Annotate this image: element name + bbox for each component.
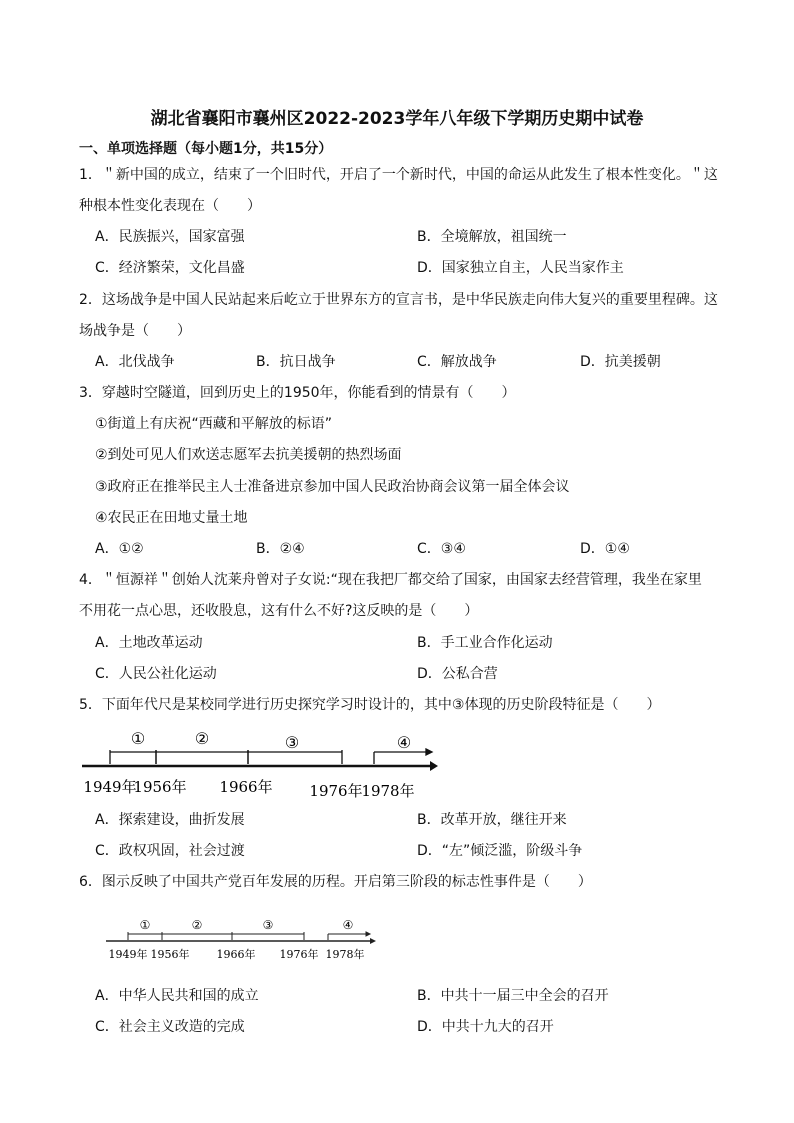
timeline-stage-label: ③ xyxy=(284,733,300,752)
q5-stem: 5．下面年代尺是某校同学进行历史探究学习时设计的，其中③体现的历史阶段特征是（ ） xyxy=(79,697,661,713)
timeline-year-label: 1978年 xyxy=(325,948,365,961)
q5-timeline-figure xyxy=(80,726,440,808)
q1-option-a: A．民族振兴，国家富强 xyxy=(95,229,245,245)
timeline-stage-label: ② xyxy=(194,729,210,748)
q2-stem-line2: 场战争是（ ） xyxy=(79,323,191,339)
q3-stem: 3．穿越时空隧道，回到历史上的1950年，你能看到的情景有（ ） xyxy=(79,385,516,401)
q4-option-a: A．土地改革运动 xyxy=(95,635,203,651)
q5-option-a: A．探索建设，曲折发展 xyxy=(95,812,245,828)
timeline-stage-label: ① xyxy=(130,729,146,748)
timeline-year-label: 1976年 xyxy=(309,782,363,800)
q3-option-c: C．③④ xyxy=(417,541,466,557)
q5-timeline-svg xyxy=(80,726,440,804)
q6-stem: 6．图示反映了中国共产党百年发展的历程。开启第三阶段的标志性事件是（ ） xyxy=(79,874,592,890)
q3-statement-2: ②到处可见人们欢送志愿军去抗美援朝的热烈场面 xyxy=(95,447,402,463)
timeline-year-label: 1966年 xyxy=(219,778,273,796)
timeline-arrowhead xyxy=(430,761,438,771)
exam-title: 湖北省襄阳市襄州区2022-2023学年八年级下学期历史期中试卷 xyxy=(150,109,644,129)
q1-option-d: D．国家独立自主，人民当家作主 xyxy=(417,260,624,276)
timeline-arrowhead xyxy=(370,938,376,944)
timeline-year-label: 1966年 xyxy=(216,948,256,961)
timeline-stage-label: ④ xyxy=(396,733,412,752)
q5-option-c: C．政权巩固，社会过渡 xyxy=(95,843,245,859)
q1-option-b: B．全境解放，祖国统一 xyxy=(417,229,567,245)
q1-stem-line1: 1．＂新中国的成立，结束了一个旧时代，开启了一个新时代，中国的命运从此发生了根本性变化。＂这 xyxy=(79,167,718,183)
q4-stem-line2: 不用花一点心思，还收股息，这有什么不好?这反映的是（ ） xyxy=(79,603,479,619)
q6-option-d: D．中共十九大的召开 xyxy=(417,1019,554,1035)
q4-stem-line1: 4．＂恒源祥＂创始人沈莱舟曾对子女说:“现在我把厂都交给了国家，由国家去经营管理，我坐在家里 xyxy=(79,572,702,588)
q3-option-b: B．②④ xyxy=(256,541,305,557)
timeline-year-label: 1976年 xyxy=(279,948,319,961)
q4-option-b: B．手工业合作化运动 xyxy=(417,635,553,651)
q5-option-b: B．改革开放，继往开来 xyxy=(417,812,567,828)
q5-option-d: D．“左”倾泛滥，阶级斗争 xyxy=(417,843,583,859)
q4-option-c: C．人民公社化运动 xyxy=(95,666,217,682)
q2-option-d: D．抗美援朝 xyxy=(580,354,661,370)
timeline-year-label: 1949年 xyxy=(108,948,148,961)
timeline-year-label: 1956年 xyxy=(150,948,190,961)
q3-statement-1: ①街道上有庆祝“西藏和平解放的标语” xyxy=(95,416,333,432)
q6-option-b: B．中共十一届三中全会的召开 xyxy=(417,988,609,1004)
q6-timeline-figure xyxy=(104,912,379,972)
timeline-stage-label: ① xyxy=(139,918,151,932)
timeline-stage-label: ③ xyxy=(262,918,274,932)
q2-option-a: A．北伐战争 xyxy=(95,354,175,370)
q6-option-c: C．社会主义改造的完成 xyxy=(95,1019,245,1035)
timeline-stage-label: ② xyxy=(191,918,203,932)
timeline-year-label: 1949年 xyxy=(83,778,137,796)
q3-statement-4: ④农民正在田地丈量土地 xyxy=(95,510,248,526)
q2-option-b: B．抗日战争 xyxy=(256,354,336,370)
q2-stem-line1: 2．这场战争是中国人民站起来后屹立于世界东方的宣言书，是中华民族走向伟大复兴的重要里程碑。这 xyxy=(79,292,718,308)
q3-statement-3: ③政府正在推举民主人士准备进京参加中国人民政治协商会议第一届全体会议 xyxy=(95,479,570,495)
q3-option-a: A．①② xyxy=(95,541,144,557)
q2-option-c: C．解放战争 xyxy=(417,354,497,370)
timeline-stage-label: ④ xyxy=(342,918,354,932)
q1-option-c: C．经济繁荣，文化昌盛 xyxy=(95,260,245,276)
section-heading: 一、单项选择题（每小题1分，共15分） xyxy=(79,141,333,157)
q6-timeline-svg xyxy=(104,912,379,968)
q6-option-a: A．中华人民共和国的成立 xyxy=(95,988,259,1004)
q3-option-d: D．①④ xyxy=(580,541,630,557)
timeline-year-label: 1978年 xyxy=(361,782,415,800)
timeline-year-label: 1956年 xyxy=(133,778,187,796)
q1-stem-line2: 种根本性变化表现在（ ） xyxy=(79,198,261,214)
q4-option-d: D．公私合营 xyxy=(417,666,498,682)
